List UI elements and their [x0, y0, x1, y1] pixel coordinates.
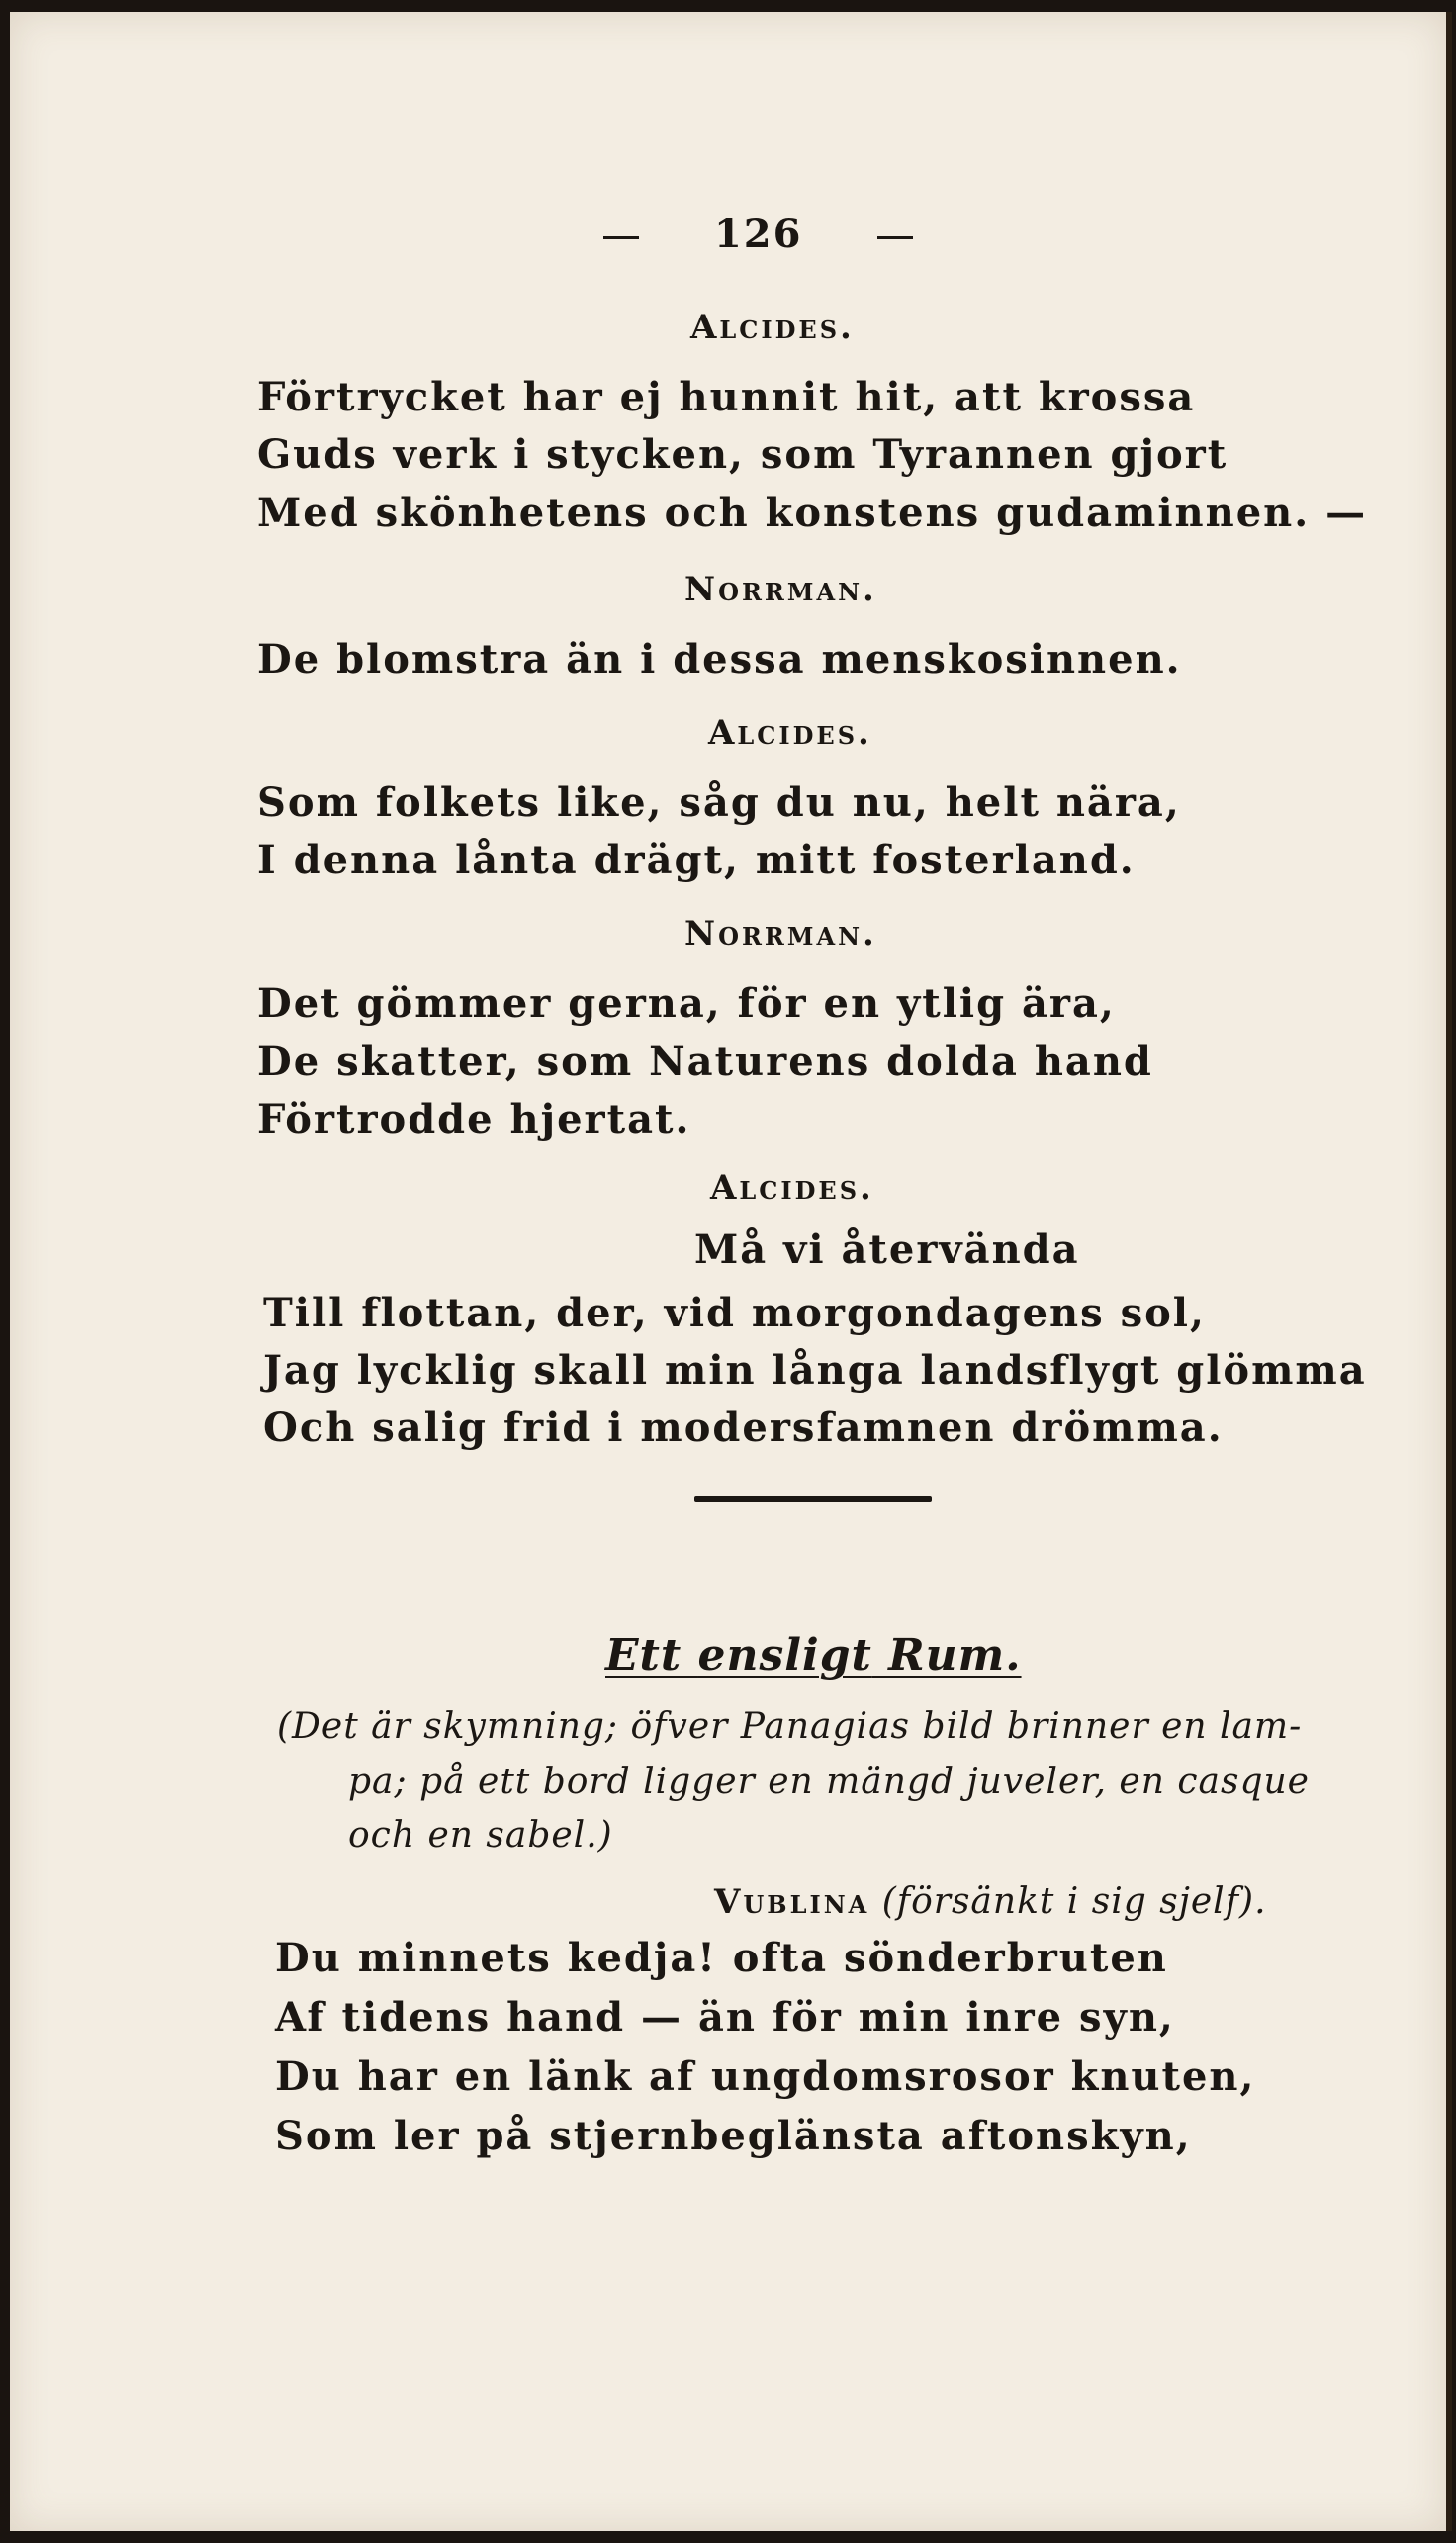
book-page	[10, 12, 1452, 2531]
page-number: 126	[713, 211, 803, 257]
stage-direction-line: (Det är skymning; öfver Panagias bild brinner en lam-	[277, 1706, 1303, 1747]
verse-line: Som ler på stjernbeglänsta aftonskyn,	[275, 2113, 1192, 2159]
speaker-name: Alcides.	[708, 713, 872, 753]
speaker-direction: (försänkt i sig sjelf).	[869, 1881, 1267, 1922]
stage-direction-line: och en sabel.)	[348, 1815, 613, 1856]
verse-line: I denna lånta drägt, mitt fosterland.	[257, 837, 1136, 883]
scene-title	[605, 1630, 1022, 1680]
verse-line: Med skönhetens och konstens gudaminnen. —	[257, 490, 1368, 536]
verse-line: Du har en länk af ungdomsrosor knuten,	[275, 2053, 1256, 2100]
verse-line: Du minnets kedja! ofta sönderbruten	[275, 1935, 1168, 1981]
verse-line: Förtrodde hjertat.	[257, 1096, 691, 1142]
scene-title-word: ensligt	[697, 1630, 872, 1680]
section-rule	[694, 1496, 932, 1502]
speaker-name: Alcides.	[690, 308, 855, 347]
verse-line: De skatter, som Naturens dolda hand	[257, 1039, 1153, 1085]
header-dash-right	[877, 236, 913, 239]
scene-title-word: Ett	[605, 1630, 698, 1680]
verse-line: Guds verk i stycken, som Tyrannen gjort	[257, 431, 1228, 478]
verse-line: Det gömmer gerna, för en ytlig ära,	[257, 980, 1116, 1027]
page-header	[603, 211, 913, 257]
verse-line: Förtrycket har ej hunnit hit, att krossa	[257, 374, 1196, 420]
verse-line: Till flottan, der, vid morgondagens sol,	[263, 1290, 1206, 1336]
speaker-name: Norrman.	[684, 914, 877, 954]
verse-line: Må vi återvända	[694, 1226, 1080, 1273]
verse-line: Af tidens hand — än för min inre syn,	[275, 1994, 1175, 2041]
speaker-name: Norrman.	[684, 570, 877, 609]
speaker-with-direction	[714, 1881, 1267, 1922]
verse-line: Jag lycklig skall min långa landsflygt glömma	[263, 1347, 1367, 1394]
speaker-name: Vublina	[714, 1882, 870, 1922]
scene-title-word: Rum.	[871, 1630, 1022, 1680]
header-dash-left	[603, 236, 639, 239]
speaker-name: Alcides.	[710, 1168, 874, 1208]
verse-line: Och salig frid i modersfamnen drömma.	[263, 1405, 1224, 1451]
verse-line: De blomstra än i dessa menskosinnen.	[257, 636, 1182, 682]
verse-line: Som folkets like, såg du nu, helt nära,	[257, 779, 1181, 826]
stage-direction-line: pa; på ett bord ligger en mängd juveler, en casque	[348, 1762, 1310, 1802]
